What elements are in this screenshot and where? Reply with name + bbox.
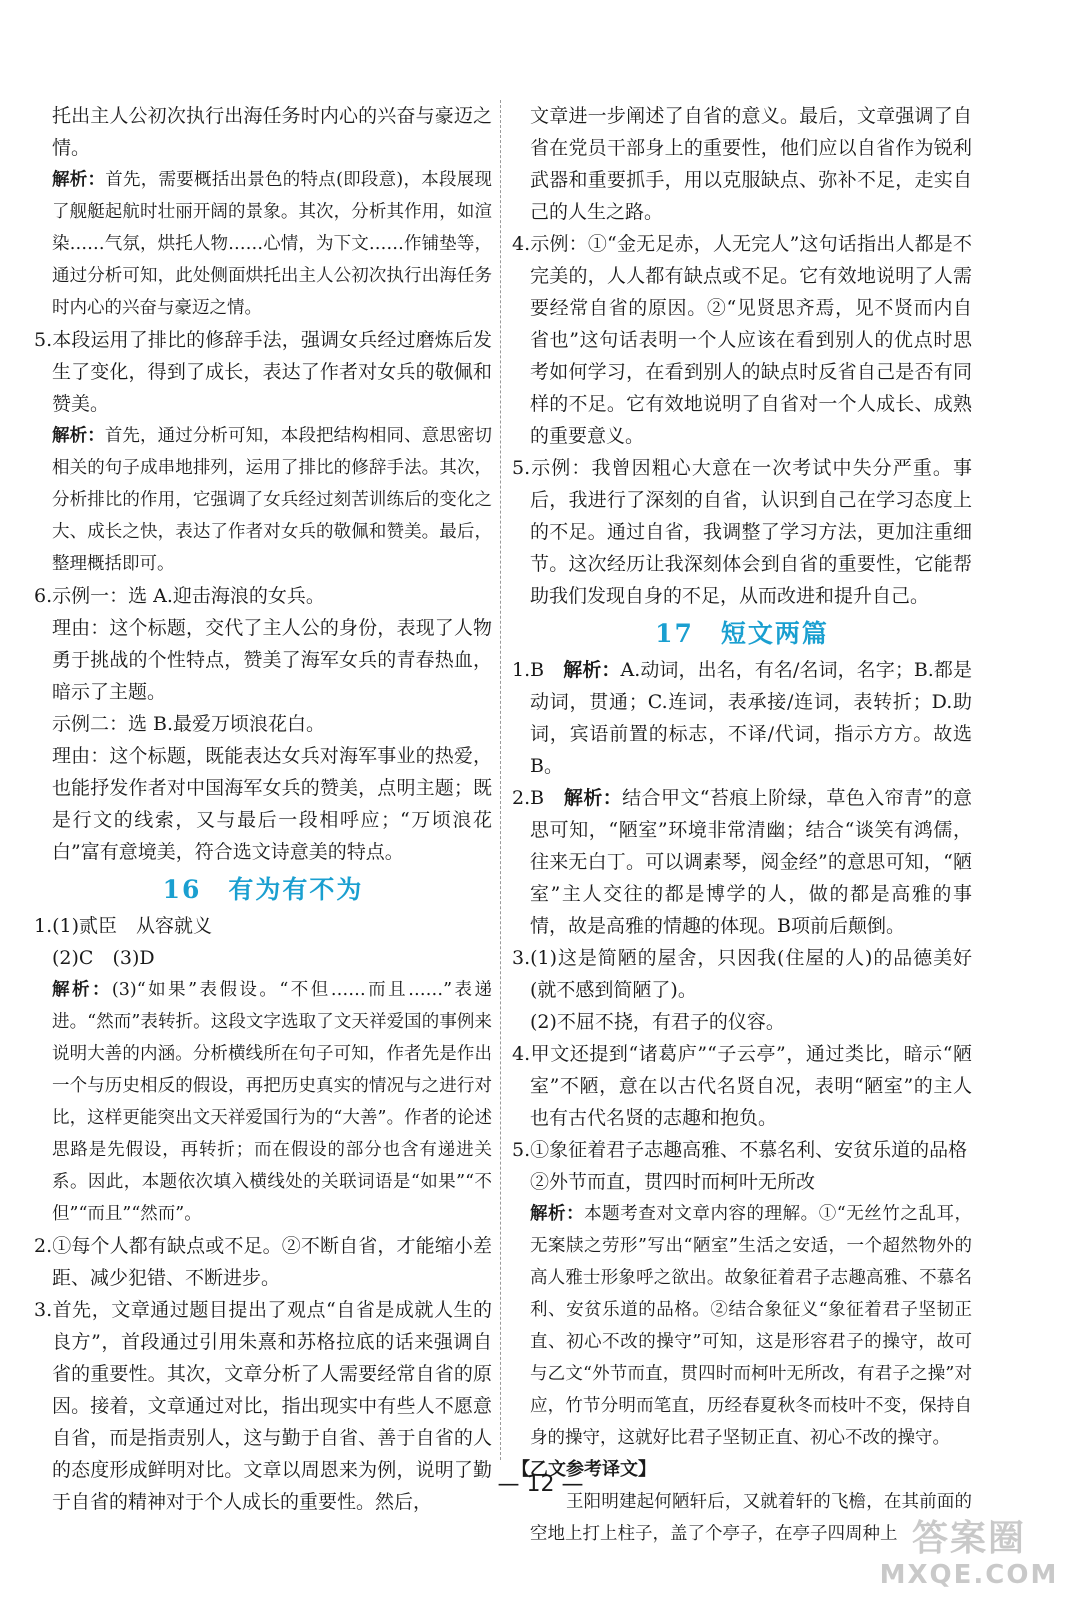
question-5-answer: 5.本段运用了排比的修辞手法，强调女兵经过磨炼后发生了变化，得到了成长，表达了作者对女兵的敬佩和赞美。 (34, 329, 492, 415)
question-6-answer: 6.示例一：选 A.迎击海浪的女兵。 (34, 585, 325, 607)
column-divider (500, 100, 501, 1460)
section-16-title: 16 有为有不为 (162, 875, 364, 904)
reason-1: 理由：这个标题，交代了主人公的身份，表现了人物勇于挑战的个性特点，赞美了海军女兵的青春热血，暗示了主题。 (52, 617, 492, 703)
answer-letter: 2.B (512, 787, 564, 809)
right-column (512, 100, 972, 1550)
left-column (34, 100, 492, 1518)
s16-question-4: 4.示例：①“金无足赤，人无完人”这句话指出人都是不完美的，人人都有缺点或不足。它有效地说明了人需要经常自省的原因。②“见贤思齐焉，见不贤而内自省也”这句话表明一个人应该在看到别人的优点时思考如何学习，在看到别人的缺点时反省自己是否有同样的不足。它有效地说明了自省对一个人成长、成熟的重要意义。 (512, 233, 972, 447)
s16-question-1-parts: (2)C (3)D (52, 947, 155, 969)
analysis-paragraph (34, 420, 492, 580)
answer-continuation: 托出主人公初次执行出海任务时内心的兴奋与豪迈之情。 (52, 105, 492, 159)
analysis-paragraph (34, 974, 492, 1230)
page-number: — 12 — (497, 1472, 584, 1497)
analysis-tag: 解析： (52, 980, 112, 1000)
analysis-tag: 解析： (52, 170, 106, 190)
answer-letter: 1.B (512, 659, 564, 681)
s17-question-1 (512, 654, 972, 782)
analysis-text: 结合甲文“苔痕上阶绿，草色入帘青”的意思可知，“陋室”环境非常清幽；结合“谈笑有鸿儒，往来无白丁。可以调素琴，阅金经”的意思可知，“陋室”主人交往的都是博学的人，做的都是高雅的事情，故是高雅的情趣的体现。B项前后颠倒。 (530, 787, 972, 937)
analysis-text: (3)“如果”表假设。“不但……而且……”表递进。“然而”表转折。这段文字选取了文天祥爱国的事例来说明大善的内涵。分析横线所在句子可知，作者先是作出一个与历史相反的假设，再把历史真实的情况与之进行对比，这样更能突出文天祥爱国行为的“大善”。作者的论述思路是先假设，再转折；而在假设的部分也含有递进关系。因此，本题依次填入横线处的关联词语是“如果”“不但”“而且”“然而”。 (52, 980, 493, 1224)
analysis-tag: 解析： (52, 426, 105, 446)
s17-question-3: 3.(1)这是简陋的屋舍，只因我(住屋的人)的品德美好(就不感到简陋了)。 (512, 947, 972, 1001)
analysis-paragraph (512, 1198, 972, 1454)
s16-question-3: 3.首先，文章通过题目提出了观点“自省是成就人生的良方”，首段通过引用朱熹和苏格拉底的话来强调自省的重要性。其次，文章分析了人需要经常自省的原因。接着，文章通过对比，指出现实中有些人不愿意自省，而是指责别人，这与勤于自省、善于自省的人的态度形成鲜明对比。文章以周恩来为例，说明了勤于自省的精神对于个人成长的重要性。然后， (34, 1299, 492, 1513)
s16-question-5: 5.示例：我曾因粗心大意在一次考试中失分严重。事后，我进行了深刻的自省，认识到自己在学习态度上的不足。通过自省，我调整了学习方法，更加注重细节。这次经历让我深刻体会到自省的重要性，它能帮助我们发现自身的不足，从而改进和提升自己。 (512, 457, 972, 607)
watermark-line-1: 答案圈 (911, 1518, 1026, 1559)
s16-question-2: 2.①每个人都有缺点或不足。②不断自省，才能缩小差距、减少犯错、不断进步。 (34, 1235, 492, 1289)
example-2: 示例二：选 B.最爱万顷浪花白。 (52, 713, 326, 735)
analysis-tag: 解析： (563, 787, 623, 809)
analysis-text: 首先，需要概括出景色的特点(即段意)，本段展现了舰艇起航时壮丽开阔的景象。其次，分析其作用，如渲染……气氛，烘托人物……心情，为下文……作铺垫等，通过分析可知，此处侧面烘托出主人公初次执行出海任务时内心的兴奋与豪迈之情。 (52, 170, 493, 318)
analysis-text: 本题考查对文章内容的理解。①“无丝竹之乱耳，无案牍之劳形”写出“陋室”生活之安适，一个超然物外的高人雅士形象呼之欲出。故象征着君子志趣高雅、不慕名利、安贫乐道的品格。②结合象征义“象征着君子坚韧正直、初心不改的操守”可知，这是形容君子的操守，故可与乙文“外节而直，贯四时而柯叶无所改，有君子之操”对应，竹节分明而笔直，历经春夏秋冬而枝叶不变，保持自身的操守，这就好比君子坚韧正直、初心不改的操守。 (530, 1204, 973, 1448)
watermark-line-2: MXQE.COM (879, 1560, 1059, 1590)
watermark-logo (869, 1518, 1069, 1590)
analysis-text: 首先，通过分析可知，本段把结构相同、意思密切相关的句子成串地排列，运用了排比的修辞手法。其次，分析排比的作用，它强调了女兵经过刻苦训练后的变化之大、成长之快，表达了作者对女兵的敬佩和赞美。最后，整理概括即可。 (52, 426, 492, 574)
s17-question-3-part-2: (2)不屈不挠，有君子的仪容。 (530, 1011, 785, 1033)
answer-continuation: 文章进一步阐述了自省的意义。最后，文章强调了自省在党员干部身上的重要性，他们应以自省作为锐利武器和重要抓手，用以克服缺点、弥补不足，走实自己的人生之路。 (530, 105, 972, 223)
s17-question-5: 5.①象征着君子志趣高雅、不慕名利、安贫乐道的品格 (512, 1139, 968, 1161)
analysis-tag: 解析： (530, 1204, 585, 1224)
analysis-paragraph (34, 164, 492, 324)
translation-text: 王阳明建起何陋轩后，又就着轩的飞檐，在其前面的空地上打上柱子，盖了个亭子，在亭子四周种上 (530, 1492, 972, 1544)
s17-question-4: 4.甲文还提到“诸葛庐”“子云亭”，通过类比，暗示“陋室”不陋，意在以古代名贤自况，表明“陋室”的主人也有古代名贤的志趣和抱负。 (512, 1043, 972, 1129)
analysis-tag: 解析： (563, 659, 621, 681)
s17-question-5-part-2: ②外节而直，贯四时而柯叶无所改 (530, 1171, 816, 1193)
reason-2: 理由：这个标题，既能表达女兵对海军事业的热爱，也能抒发作者对中国海军女兵的赞美，点明主题；既是行文的线索，又与最后一段相呼应；“万顷浪花白”富有意境美，符合选文诗意美的特点。 (52, 745, 492, 863)
translation-heading: 【乙文参考译文】 (512, 1459, 656, 1480)
analysis-text: A.动词，出名，有名/名词，名字；B.都是动词，贯通；C.连词，表承接/连词，表转折；D.助词，宾语前置的标志，不译/代词，指示方方。故选 B。 (530, 659, 972, 777)
section-17-title: 17 短文两篇 (655, 619, 829, 648)
s16-question-1: 1.(1)贰臣 从容就义 (34, 915, 213, 937)
s17-question-2 (512, 782, 972, 942)
